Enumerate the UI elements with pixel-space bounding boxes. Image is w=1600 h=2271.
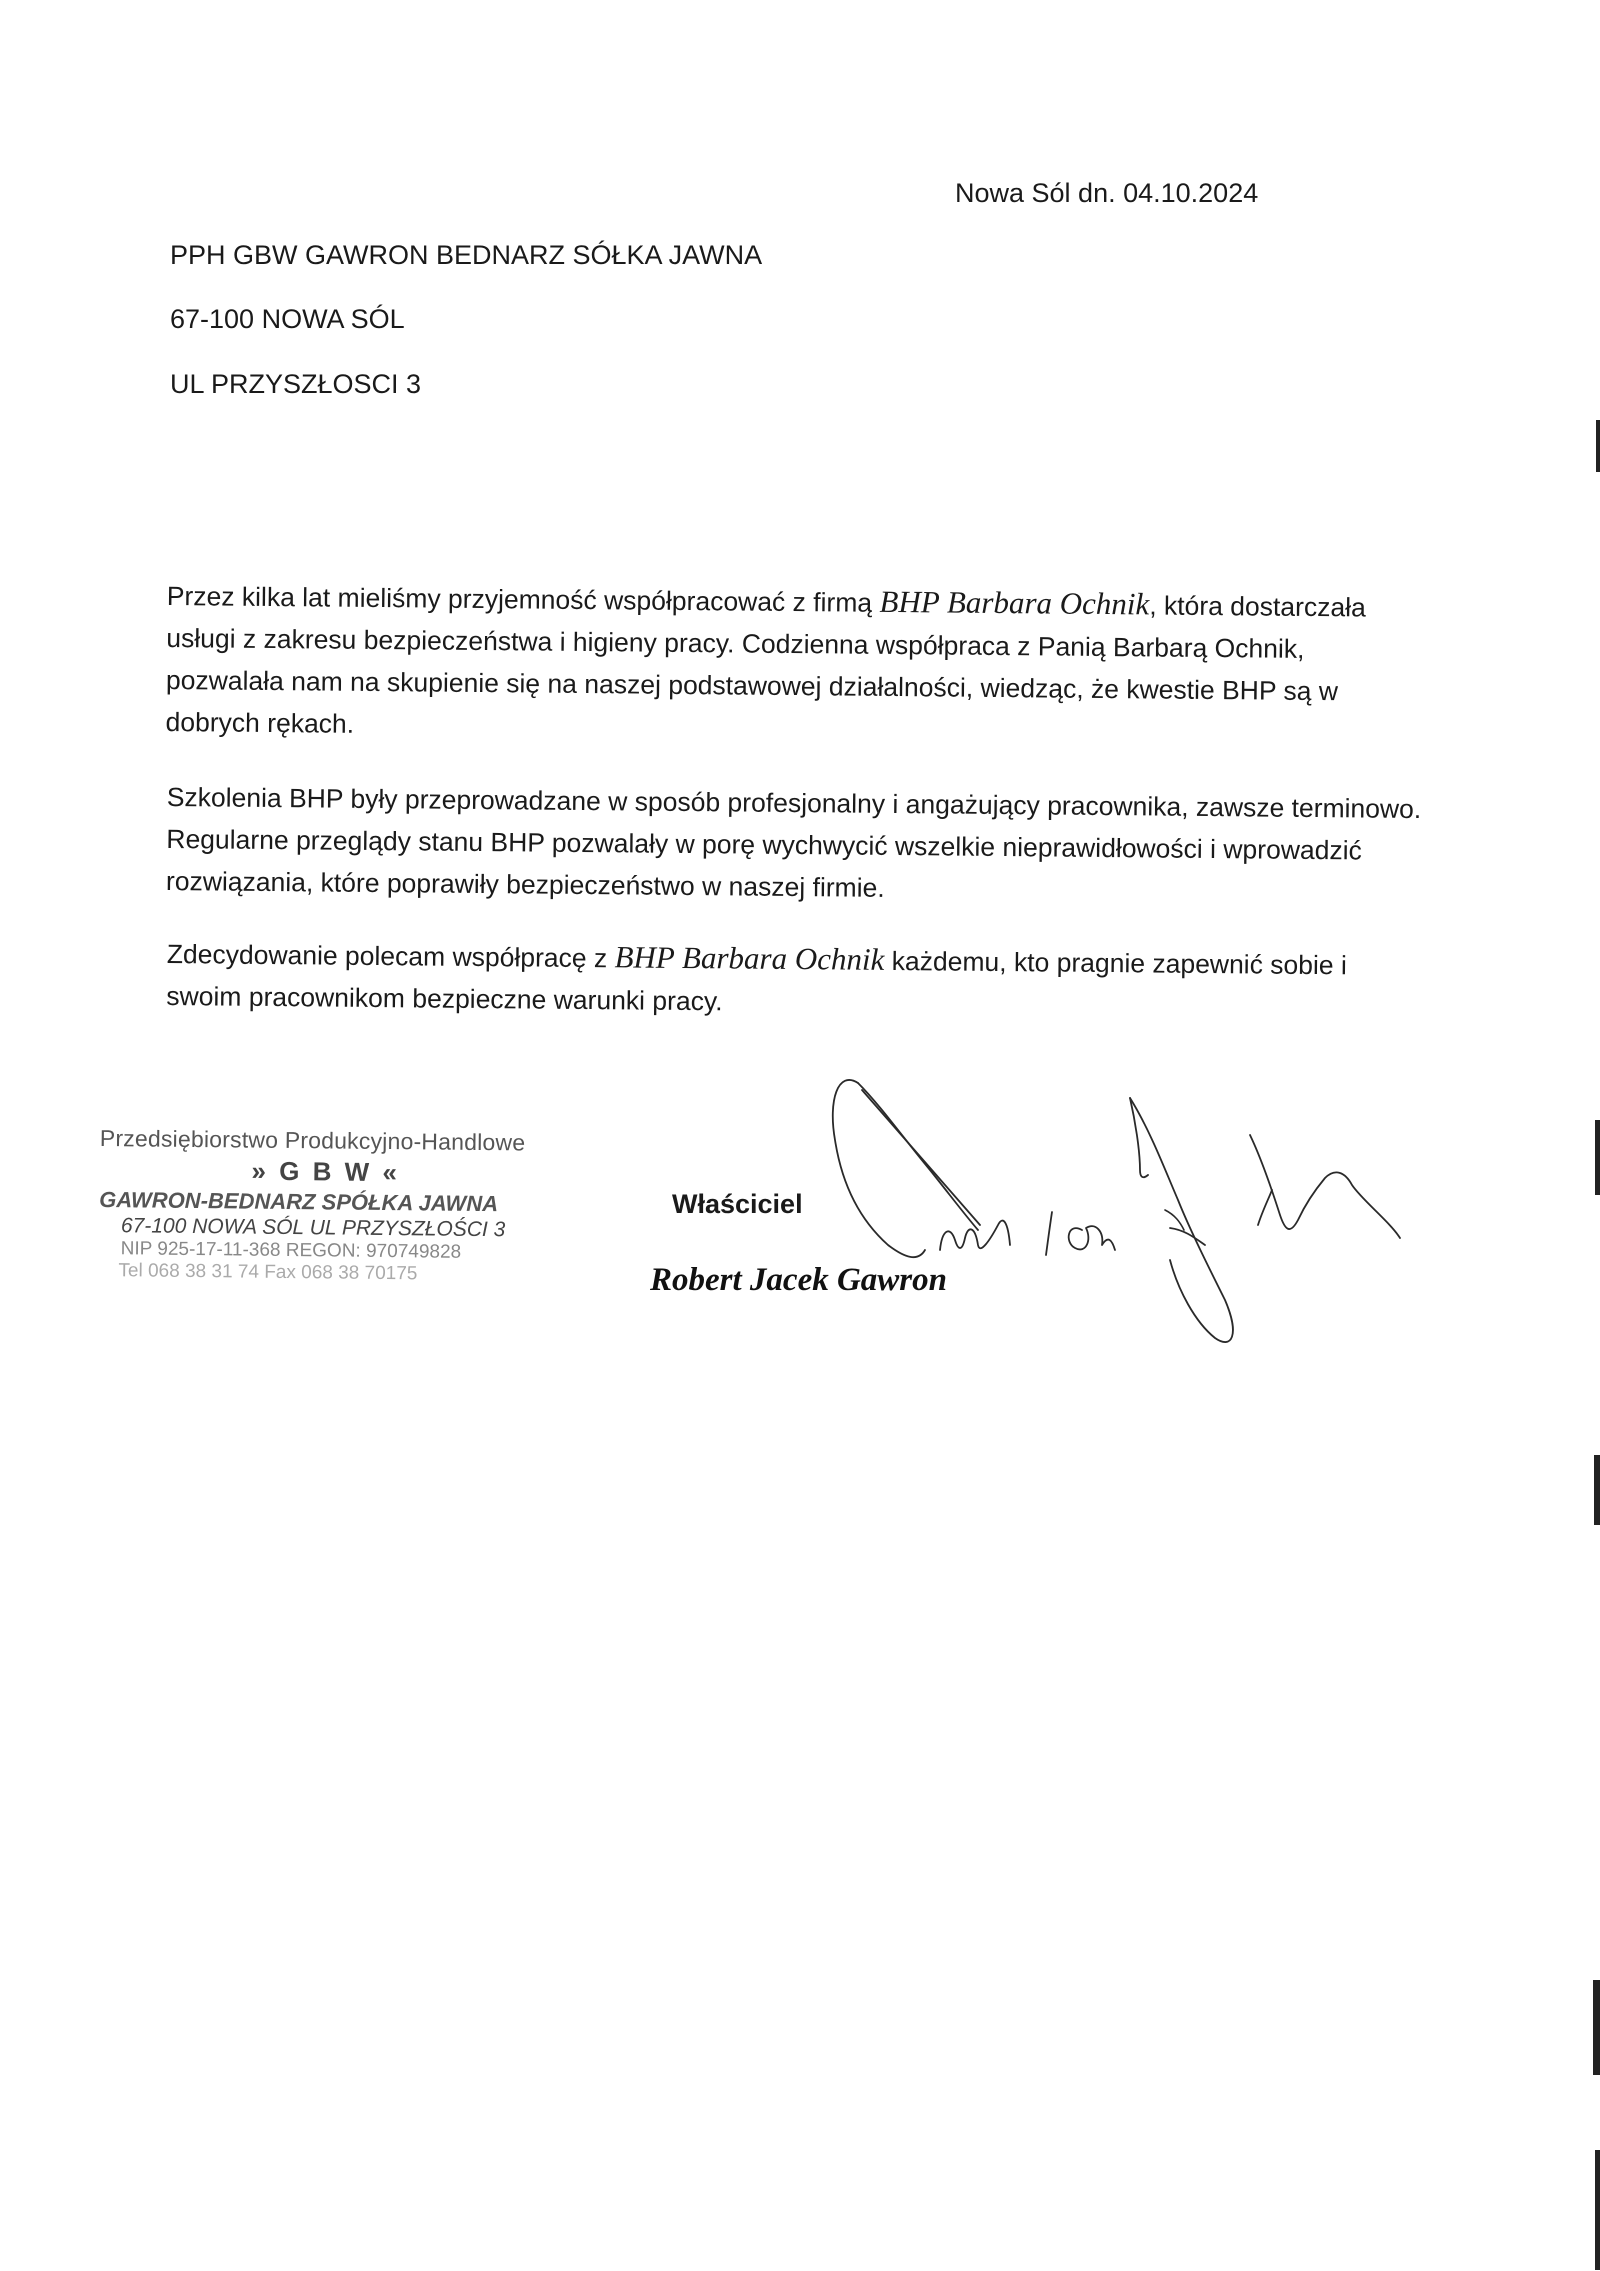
scan-edge-mark [1595,2150,1600,2270]
stamp-company-name: GAWRON-BEDNARZ SPÓŁKA JAWNA [99,1186,499,1217]
scan-edge-mark [1596,420,1600,472]
paragraph-3 [166,932,1427,1029]
scan-edge-mark [1595,1120,1600,1195]
scan-edge-mark [1593,1980,1600,2075]
paragraph-2 [166,776,1427,914]
paragraph-1-text-start: Przez kilka lat mieliśmy przyjemność współpracować z firmą [166,580,880,618]
paragraph-1 [165,574,1427,755]
recipient-street: UL PRZYSZŁOSCI 3 [170,369,422,399]
recipient-name: PPH GBW GAWRON BEDNARZ SÓŁKA JAWNA [170,240,763,270]
paragraph-3-text-start: Zdecydowanie polecam współpracę z [166,938,615,974]
signatory-name: Robert Jacek Gawron [650,1262,947,1298]
paragraph-3-text-end: każdemu, kto pragnie zapewnić sobie i swoim pracownikom bezpieczne warunki pracy. [166,945,1348,1017]
firm-name: BHP Barbara Ochnik [879,583,1150,622]
stamp-logo-text: » G B W « [251,1155,401,1188]
recipient-postcode-city: 67-100 NOWA SÓL [170,304,405,334]
stamp-address: 67-100 NOWA SÓL UL PRZYSZŁOŚCI 3 [120,1214,506,1242]
firm-name: BHP Barbara Ochnik [614,939,885,977]
paragraph-2-text: Szkolenia BHP były przeprowadzane w sposób profesjonalny i angażujący pracownika, zawsze terminowo. Regularne przeglądy stanu BHP pozwalały w porę wychwycić wszelkie nieprawidłowości i wprowadzić rozwiązania, które poprawiły bezpieczeństwo w naszej firmie. [165,781,1422,903]
signatory-role: Właściciel [672,1189,803,1219]
letter-date: Nowa Sól dn. 04.10.2024 [955,178,1259,208]
paragraph-1-text-end: , która dostarczała usługi z zakresu bezpieczeństwa i higieny pracy. Codzienna współpraca z Panią Barbarą Ochnik, pozwalała nam na skupienie się na naszej podstawowej działalności, wiedząc, że kwestie BHP są w dobrych rękach. [165,590,1366,739]
scan-edge-mark [1594,1455,1600,1525]
stamp-contact: Tel 068 38 31 74 Fax 068 38 70175 [118,1260,418,1285]
company-stamp [98,1125,570,1287]
stamp-company-type: Przedsiębiorstwo Produkcyjno-Handlowe [99,1125,526,1156]
stamp-registration: NIP 925-17-11-368 REGON: 970749828 [120,1238,462,1263]
